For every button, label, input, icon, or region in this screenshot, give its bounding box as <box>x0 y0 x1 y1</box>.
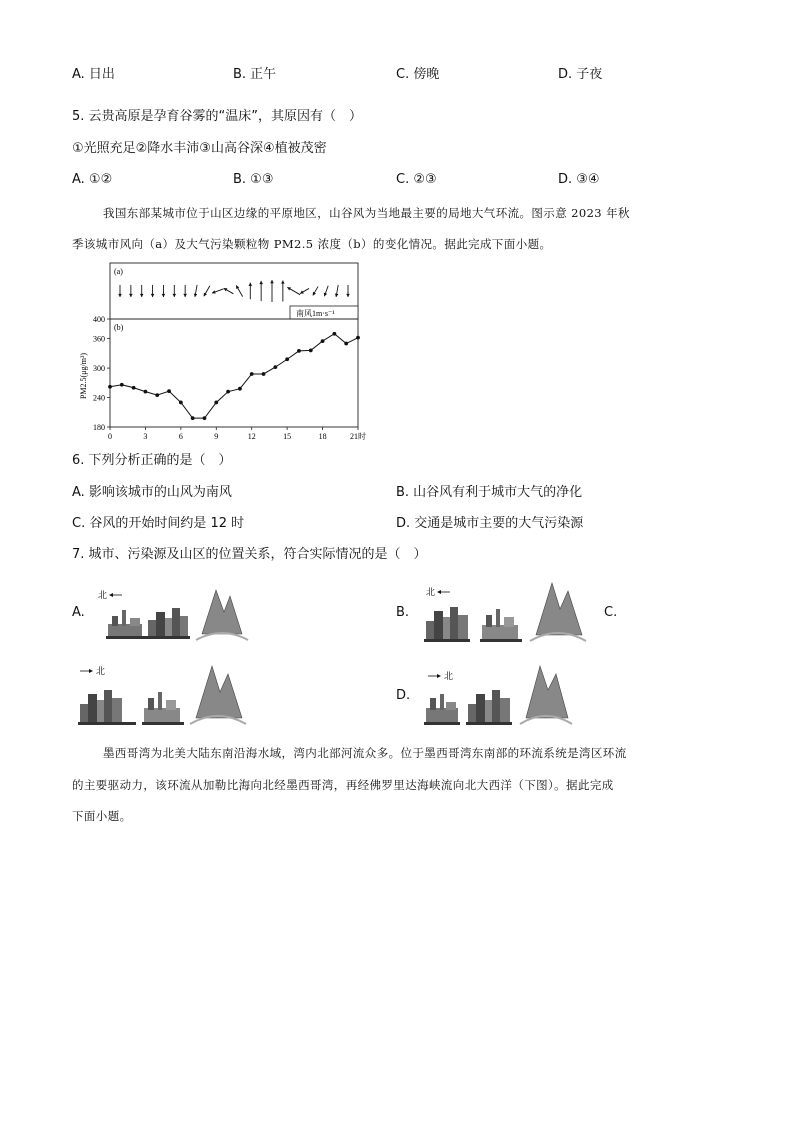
x-tick-label: 3 <box>143 432 148 441</box>
pm25-point <box>203 416 207 420</box>
q4-option-a: A. 日出 <box>72 67 115 82</box>
pm25-point <box>344 342 348 346</box>
mountain-icon <box>520 666 572 724</box>
wind-arrow <box>346 285 350 297</box>
north-arrow <box>428 670 453 681</box>
factory-icon <box>424 694 460 725</box>
svg-text:北: 北 <box>96 666 106 676</box>
pm25-point <box>179 401 183 405</box>
q7-stem: 7. 城市、污染源及山区的位置关系，符合实际情况的是（ ） <box>72 547 427 562</box>
mountain-icon <box>530 583 586 641</box>
pm25-point <box>321 339 325 343</box>
x-tick-label: 9 <box>214 432 219 441</box>
wind-arrow <box>172 285 176 297</box>
wind-arrow <box>151 285 155 297</box>
q7-picture-c <box>76 660 250 730</box>
pm25-point <box>144 390 148 394</box>
pm25-point <box>309 349 313 353</box>
mountain-icon <box>196 590 248 640</box>
y-tick-label: 180 <box>93 423 105 432</box>
q6-option-d: D. 交通是城市主要的大气污染源 <box>396 516 584 531</box>
panel-a-label: (a) <box>114 267 123 276</box>
pm25-points <box>108 332 360 420</box>
passage2-line1: 墨西哥湾为北美大陆东南沿海水域，湾内北部河流众多。位于墨西哥湾东南部的环流系统是湾区环流 <box>103 746 627 760</box>
wind-arrow <box>118 285 122 297</box>
x-tick-label: 12 <box>247 432 256 441</box>
pm25-point <box>273 365 277 369</box>
q7-label-b: B. <box>396 605 410 620</box>
q7-label-a: A. <box>72 605 85 620</box>
svg-text:北: 北 <box>444 671 454 681</box>
passage1-line2: 季该城市风向（a）及大气污染颗粒物 PM2.5 浓度（b）的变化情况。据此完成下面小题。 <box>72 237 552 251</box>
pm25-point <box>214 401 218 405</box>
y-tick-label: 400 <box>93 315 105 324</box>
panel-b-label: (b) <box>114 323 124 332</box>
wind-arrow <box>259 281 263 301</box>
city-icon <box>424 607 470 642</box>
north-arrow <box>426 586 450 597</box>
wind-pm25-chart <box>70 258 370 446</box>
wind-arrow <box>194 285 198 297</box>
q6-option-c: C. 谷风的开始时间约是 12 时 <box>72 516 245 531</box>
q5-items: ①光照充足②降水丰沛③山高谷深④植被茂密 <box>72 141 327 156</box>
x-tick-label: 18 <box>318 432 327 441</box>
x-tick-label: 0 <box>108 432 112 441</box>
pm25-point <box>108 385 112 389</box>
pm25-point <box>250 372 254 376</box>
wind-arrow <box>324 286 328 297</box>
pm25-point <box>132 386 136 390</box>
mountain-icon <box>190 666 246 724</box>
passage1-line1: 我国东部某城市位于山区边缘的平原地区，山谷风为当地最主要的局地大气环流。图示意 2023 年秋 <box>103 206 630 220</box>
q5-option-b: B. ①③ <box>233 172 274 187</box>
svg-text:北: 北 <box>98 590 108 600</box>
y-tick-label: 240 <box>93 393 105 403</box>
wind-arrow <box>281 280 285 301</box>
q6-option-a: A. 影响该城市的山风为南风 <box>72 485 232 500</box>
city-icon <box>78 690 136 725</box>
wind-arrow <box>162 285 166 297</box>
wind-arrow <box>300 288 309 293</box>
pm25-point <box>155 393 159 397</box>
q4-option-b: B. 正午 <box>233 67 277 82</box>
y-tick-label: 360 <box>93 334 105 344</box>
wind-arrow <box>248 283 252 300</box>
q5-option-c: C. ②③ <box>396 172 437 187</box>
factory-icon <box>480 609 522 642</box>
passage2-line2: 的主要驱动力，该环流从加勒比海向北经墨西哥湾，再经佛罗里达海峡流向北大西洋（下图）。据此完成 <box>72 778 614 792</box>
y-axis-label: PM2.5(μg/m³) <box>79 352 88 400</box>
wind-arrow <box>204 286 210 296</box>
q6-option-b: B. 山谷风有利于城市大气的净化 <box>396 485 583 500</box>
city-icon <box>466 690 512 725</box>
pm25-point <box>297 349 301 353</box>
q7-label-c: C. <box>604 605 618 620</box>
x-ticks <box>108 427 366 441</box>
pm25-point <box>332 332 336 336</box>
q5-option-d: D. ③④ <box>558 172 600 187</box>
factory-icon <box>106 610 146 639</box>
pm25-point <box>167 389 171 393</box>
pm25-point <box>120 383 124 387</box>
panel-b-frame <box>110 319 358 427</box>
wind-arrow <box>224 288 234 294</box>
wind-arrow <box>287 287 300 294</box>
passage2-line3: 下面小题。 <box>72 809 132 823</box>
wind-arrow <box>183 285 187 297</box>
y-tick-label: 300 <box>93 364 105 374</box>
q4-option-c: C. 傍晚 <box>396 67 440 82</box>
wind-arrow <box>335 285 339 297</box>
pm25-point <box>238 387 242 391</box>
wind-arrow <box>212 289 223 294</box>
q7-label-d: D. <box>396 688 411 703</box>
pm25-point <box>356 336 360 340</box>
q5-option-a: A. ①② <box>72 172 113 187</box>
svg-text:北: 北 <box>426 587 436 597</box>
wind-arrow <box>129 285 133 297</box>
pm25-point <box>262 372 266 376</box>
wind-arrow <box>313 287 318 296</box>
y-ticks <box>93 315 110 432</box>
x-tick-label: 21时 <box>350 432 366 441</box>
city-icon <box>146 608 190 639</box>
pm25-line <box>110 334 358 418</box>
north-arrow <box>98 589 122 600</box>
pm25-point <box>191 416 195 420</box>
x-tick-label: 15 <box>283 432 292 441</box>
x-tick-label: 6 <box>178 432 183 441</box>
wind-legend: 南风1m·s⁻¹ <box>296 309 335 318</box>
q7-picture-a <box>92 580 252 642</box>
q4-option-d: D. 子夜 <box>558 67 603 82</box>
north-arrow <box>80 665 105 676</box>
pm25-point <box>226 390 230 394</box>
q5-stem: 5. 云贵高原是孕育谷雾的“温床”，其原因有（ ） <box>72 109 363 124</box>
pm25-point <box>285 357 289 361</box>
wind-arrow <box>236 285 243 296</box>
q7-picture-d <box>420 660 580 730</box>
wind-arrow <box>270 280 274 302</box>
factory-icon <box>142 692 184 725</box>
wind-arrow <box>140 285 144 297</box>
q6-stem: 6. 下列分析正确的是（ ） <box>72 453 232 468</box>
wind-arrows <box>118 280 350 302</box>
q7-picture-b <box>418 577 588 647</box>
